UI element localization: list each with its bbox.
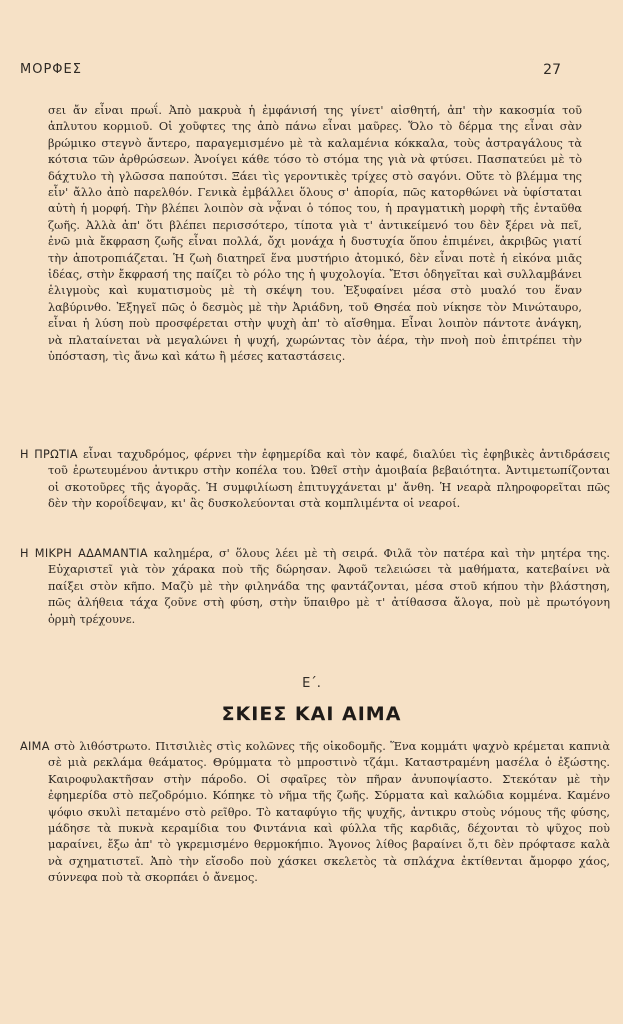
page-header [20, 62, 561, 80]
paragraph-aima [20, 739, 610, 887]
paragraph-body: καλημέρα, σ' ὅλους λέει μὲ τὴ σειρά. Φιλᾶ τὸν πατέρα καὶ τὴν μητέρα της. Εὐχαριστεῖ γιὰ τὸν χάρακα ποὺ τῆς δώρησαν. Ἀφοῦ τελειώσει τὰ μαθήματα, κατεβαίνει νὰ παίξει στὸν κῆπο. Μαζὺ μὲ τὴν φιληνάδα της φαντάζονται, μέσα στοῦ κήπου τὴν βλάστηση, πῶς ἀλήθεια τάχα ζοῦνε στὴ φύση, στὴν ὕπαιθρο μὲ τ' ἀτίθασσα ἄλογα, ποὺ μὲ πρωτόγονη ὁρμὴ τρέχουνε. [48, 547, 610, 626]
paragraph-protia [20, 447, 610, 513]
paragraph-lead: ΑΙΜΑ [20, 740, 50, 753]
section-number: Ε΄. [302, 676, 321, 691]
section-title: ΣΚΙΕΣ ΚΑΙ ΑΙΜΑ [221, 703, 402, 725]
page-number: 27 [543, 62, 561, 78]
paragraph-mikri-adamantia [20, 546, 610, 628]
running-head: ΜΟΡΦΕΣ [20, 62, 82, 77]
paragraph-lead: Η ΜΙΚΡΗ ΑΔΑΜΑΝΤΙΑ [20, 547, 148, 560]
paragraph-lead: Η ΠΡΩΤΙΑ [20, 448, 78, 461]
paragraph-body: εἶναι ταχυδρόμος, φέρνει τὴν ἐφημερίδα καὶ τὸν καφέ, διαλύει τὶς ἐφηβικὲς ἀντιδράσεις τοῦ ἐρωτευμένου ἀντικρυ στὴν κοπέλα του. Ὠθεῖ στὴν ἀμοιβαία βεβαιότητα. Ἀντιμετωπίζονται οἱ σκοτοῦρες τῆς ἀγορᾶς. Ἡ συμφιλίωση ἐπιτυγχάνεται μ' ἄνθη. Ἡ νεαρὰ πληροφορεῖται πῶς δὲν τὴν κοροΐδεψαν, κι' ἂς δυσκολεύονται στὰ κομπλιμέντα οἱ νεαροί. [48, 448, 610, 511]
paragraph-continuation: σει ἄν εἶναι πρωΐ. Ἀπὸ μακρυὰ ἡ ἐμφάνισή της γίνετ' αἰσθητή, ἀπ' τὴν κακοσμία τοῦ ἀπλυτου κορμιοῦ. Οἱ χοῦφτες της ἀπὸ πάνω εἶναι μαῦρες. Ὅλο τὸ δέρμα της εἶναι σὰν βρώμικο στεγνὸ ἄντερο, παραγεμισμένο μὲ τὰ καλαμένια κόκκαλα, τοὺς ἀστραγάλους τὰ κότσια τῶν ἀρθρώσεων. Ἀνοίγει κάθε τόσο τὸ στόμα της γιὰ νὰ φτύσει. Πασπατεύει μὲ τὸ δάχτυλο τὴ γλῶσσα παπούτσι. Ξάει τὶς γεροντικὲς τρίχες στὸ σαγόνι. Οὔτε τὸ βλέμμα της εἶν' ἄλλο ἀπὸ παρελθόν. Γενικὰ ἐμβάλλει ὅλους σ' ἀπορία, πῶς κατορθώνει νὰ ὑφίσταται αὐτὴ ἡ μορφή. Τὴν βλέπει λοιπὸν σὰ νᾆναι ὁ τόπος του, ἡ πραγματικὴ μορφὴ τῆς ἐνταῦθα ζωῆς. Ἀλλὰ ἀπ' ὅτι βλέπει περισσότερο, τίποτα γιὰ τ' ἀντικείμενό του δὲν ξέρει νὰ πεῖ, ἐνῶ μιὰ ἔκφραση ζωῆς εἶναι πολλά, ὄχι μονάχα ἡ δυστυχία ὅπου ἐπιμένει, ἀκριβῶς γιατί τὴν ἀποτροπιάζεται. Ἡ ζωὴ διατηρεῖ ἕνα μυστήριο ἀτομικό, δὲν εἶναι ποτὲ ἡ εἰκόνα μιᾶς ἰδέας, στὴν ἔκφρασή της παίζει τὸ ρόλο της ἡ ψυχολογία. Ἔτσι ὁδηγεῖται καὶ συλλαμβάνει ἑλιγμοὺς καὶ κυματισμοὺς μὲ τὴ σκέψη του. Ἐξυφαίνει μέσα στὸ μυαλό του ἕναν λαβύρινθο. Ἐξηγεῖ πῶς ὁ δεσμὸς μὲ τὴν Ἀριάδνη, τοῦ Θησέα ποὺ νίκησε τὸν Μινώταυρο, εἶναι ἡ λύση ποὺ προσφέρεται στὴν ψυχὴ ἀπ' τὸ αἴσθημα. Εἶναι λοιπὸν πάντοτε ἀνάγκη, νὰ πλαταίνεται νὰ μεγαλώνει ἡ ψυχή, χωρώντας τὸν ἀέρα, τὴν πνοὴ ποὺ ἐπιτρέπει τὴν ὑπόσταση, τὶς ἄνω καὶ κάτω ἢ μέσες καταστάσεις. [48, 104, 582, 364]
paragraph-body: στὸ λιθόστρωτο. Πιτσιλιὲς στὶς κολῶνες τῆς οἰκοδομῆς. Ἕνα κομμάτι ψαχνὸ κρέμεται καπνιὰ σὲ μιὰ ρεκλάμα θεάματος. Θρύμματα τὸ μπροστινὸ τζάμι. Καταστραμένη μασέλα ὁ ἐξώστης. Καιροφυλακτῆσαν στὴν πάροδο. Οἱ σφαῖρες τὸν πῆραν ἀνυποψίαστο. Στεκόταν μὲ τὴν ἐφημερίδα στὸ πεζοδρόμιο. Κόπηκε τὸ νῆμα τῆς ζωῆς. Σύρματα καὶ καλώδια κομμένα. Καμένο ψόφιο σκυλὶ πεταμένο στὸ ρεῖθρο. Τὸ καταφύγιο τῆς ψυχῆς, ἀντικρυ στοὺς νόμους τῆς φύσης, μάδησε τὰ πυκνὰ κεραμίδια του Φιντάνια καὶ φύλλα τῆς καρδιᾶς, δέχονται τὸ ψῦχος ποὺ μαραίνει, ἔξω ἀπ' τὸ γκρεμισμένο θερμοκήπιο. Ἄγονος λίθος βαραίνει ὅ,τι δὲν πρόφτασε καλὰ νὰ σχηματιστεῖ. Ἀπὸ τὴν εἴσοδο ποὺ χάσκει σκελετὸς τὰ σπλάχνα ἐκτίθενται ἄμορφο χάος, σύννεφα ποὺ τὰ σκορπάει ὁ ἄνεμος. [48, 740, 610, 885]
